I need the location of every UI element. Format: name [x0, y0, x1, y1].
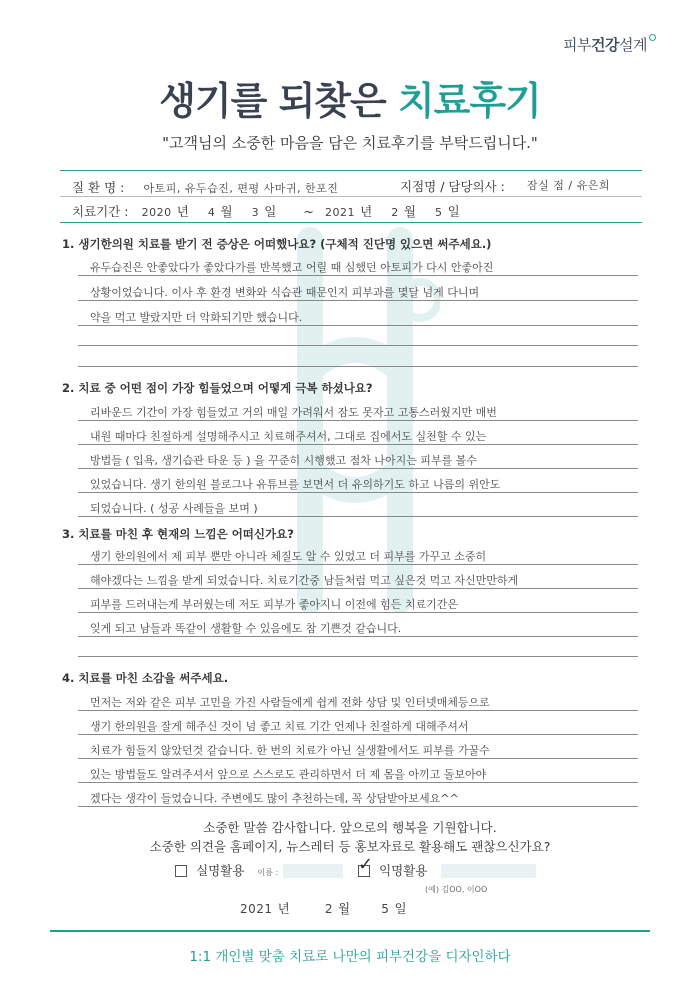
start-year: 2020 [141, 206, 172, 219]
question-4: 4. 치료를 마친 소감을 써주세요. [62, 671, 229, 685]
answer-rule [78, 656, 638, 657]
date-month-unit: 월 [338, 901, 351, 916]
answer-2-line-1: 리바운드 기간이 가장 힘들었고 거의 매일 가려워서 잠도 못자고 고통스러웠지만 매번 [90, 406, 497, 419]
answer-rule [78, 758, 638, 759]
divider [60, 170, 642, 171]
answer-1-line-1: 유두습진은 안좋았다가 좋았다가를 반복했고 어릴 때 심했던 아토피가 다시 안좋아진 [90, 261, 494, 274]
start-day: 3 [251, 206, 260, 219]
answer-rule [78, 564, 638, 565]
question-2: 2. 치료 중 어떤 점이 가장 힘들었으며 어떻게 극복 하셨나요? [62, 381, 373, 395]
check-mark-icon: ✓ [358, 853, 374, 875]
end-day: 5 [435, 206, 443, 219]
date-month: 2 [324, 902, 333, 916]
answer-rule [78, 492, 638, 493]
name-label: 이름 : [257, 868, 279, 877]
question-3: 3. 치료를 마친 후 현재의 느낌은 어떠신가요? [62, 527, 294, 541]
answer-4-line-4: 있는 방법들도 알려주셔서 앞으로 스스로도 관리하면서 더 제 몸을 아끼고 돌보아야 [90, 768, 487, 781]
answer-rule [78, 516, 638, 517]
page-title [0, 70, 700, 125]
submission-date [240, 898, 407, 917]
brand-prefix: 피부 [563, 36, 592, 54]
answer-rule [78, 636, 638, 637]
answer-rule [78, 806, 638, 807]
end-day-unit: 일 [447, 204, 460, 219]
answer-rule [78, 275, 638, 276]
footer-tagline: 1:1 개인별 맞춤 치료로 나만의 피부건강을 디자인하다 [189, 949, 511, 965]
date-day: 5 [381, 902, 390, 916]
anon-option[interactable] [358, 853, 536, 879]
answer-rule [78, 444, 638, 445]
answer-rule [78, 366, 638, 367]
closing-thanks: 소중한 말씀 감사합니다. 앞으로의 행복을 기원합니다. [203, 820, 497, 835]
period-label: 치료기간 : [72, 204, 129, 219]
answer-rule [78, 468, 638, 469]
answer-1-line-2: 상황이었습니다. 이사 후 환경 변화와 식습관 때문인지 피부과를 몇달 넘게 다니며 [90, 286, 480, 299]
answer-1-line-3: 약을 먹고 발랐지만 더 악화되기만 했습니다. [90, 311, 303, 324]
answer-2-line-4: 있었습니다. 생기 한의원 블로그나 유튜브를 보면서 더 유의하기도 하고 나름의 위안도 [90, 478, 501, 491]
brand-dot-icon [649, 34, 656, 41]
real-name-option[interactable] [175, 860, 343, 879]
brand-bold: 건강 [591, 36, 620, 54]
answer-rule [78, 734, 638, 735]
answer-2-line-3: 방법들 ( 입욕, 생기습관 타운 등 ) 을 꾸준히 시행했고 점차 나아지는 피부를 볼수 [90, 454, 477, 467]
end-month: 2 [391, 206, 399, 219]
title-dark: 생기를 되찾은 [159, 79, 398, 123]
real-name-checkbox[interactable] [175, 865, 187, 877]
answer-2-line-5: 되었습니다. ( 성공 사례들을 보며 ) [90, 502, 258, 515]
anon-checkbox[interactable] [358, 853, 374, 877]
brand-suffix: 설계 [619, 36, 647, 54]
answer-4-line-1: 먼저는 저와 같은 피부 고민을 가진 사람들에게 쉽게 전화 상담 및 인터넷매체등으로 [90, 696, 490, 709]
answer-3-line-4: 잊게 되고 남들과 똑같이 생활할 수 있음에도 참 기쁜것 같습니다. [90, 622, 402, 635]
title-accent: 치료후기 [397, 79, 541, 123]
answer-rule [78, 325, 638, 326]
question-1: 1. 생기한의원 치료를 받기 전 증상은 어떠했나요? (구체적 진단명 있으면 써주세요.) [62, 237, 492, 251]
answer-3-line-3: 피부를 드러내는게 부러웠는데 저도 피부가 좋아지니 이전에 힘든 치료기간은 [90, 598, 459, 611]
tilde: ~ [303, 204, 314, 219]
brand-logo [563, 34, 656, 55]
answer-4-line-3: 치료가 힘들지 않았던것 같습니다. 한 번의 치료가 아닌 실생활에서도 피부를 가꿀수 [90, 744, 490, 757]
start-day-unit: 일 [264, 204, 277, 219]
start-year-unit: 년 [176, 204, 189, 219]
branch-label: 지점명 / 담당의사 : [400, 179, 505, 194]
divider [60, 222, 642, 223]
date-day-unit: 일 [394, 901, 407, 916]
answer-2-line-2: 내원 때마다 친절하게 설명해주시고 치료해주셔서, 그대로 집에서도 실천할 수 있는 [90, 430, 487, 443]
anon-example: (예) 김OO, 이OO [425, 885, 488, 894]
info-row-disease [72, 177, 642, 196]
answer-4-line-5: 겠다는 생각이 들었습니다. 주변에도 많이 추천하는데, 꼭 상담받아보세요^^ [90, 792, 459, 805]
start-month: 4 [207, 206, 216, 219]
end-month-unit: 월 [403, 204, 416, 219]
answer-3-line-1: 생기 한의원에서 제 피부 뿐만 아니라 체질도 알 수 있었고 더 피부를 가꾸고 소중히 [90, 550, 487, 563]
branch-value: 잠실 점 / 유은희 [527, 179, 610, 192]
answer-rule [78, 710, 638, 711]
name-field[interactable] [283, 864, 343, 878]
divider [60, 196, 642, 197]
answer-rule [78, 345, 638, 346]
anon-label: 익명활용 [379, 863, 428, 878]
info-row-period [72, 201, 642, 220]
real-name-label: 실명활용 [196, 863, 245, 878]
answer-4-line-2: 생기 한의원을 잘게 해주신 것이 넘 좋고 치료 기간 언제나 친절하게 대해주셔서 [90, 720, 469, 733]
disease-value: 아토피, 유두습진, 편평 사마귀, 한포진 [143, 182, 339, 195]
answer-rule [78, 612, 638, 613]
footer-divider [50, 930, 650, 932]
page-subtitle: "고객님의 소중한 마음을 담은 치료후기를 부탁드립니다." [162, 134, 538, 152]
answer-3-line-2: 해야겠다는 느낌을 받게 되었습니다. 치료기간중 남들처럼 먹고 싶은것 먹고 자신만만하게 [90, 574, 519, 587]
disease-label: 질 환 명 : [72, 180, 125, 195]
date-year-unit: 년 [277, 901, 290, 916]
end-year: 2021 [324, 206, 355, 219]
answer-rule [78, 300, 638, 301]
answer-rule [78, 782, 638, 783]
closing-consent: 소중한 의견을 홈페이지, 뉴스레터 등 홍보자료로 활용해도 괜찮으신가요? [149, 839, 551, 854]
answer-rule [78, 588, 638, 589]
anon-name-field[interactable] [441, 864, 536, 878]
answer-rule [78, 420, 638, 421]
date-year: 2021 [240, 902, 273, 916]
end-year-unit: 년 [360, 204, 373, 219]
start-month-unit: 월 [220, 204, 233, 219]
